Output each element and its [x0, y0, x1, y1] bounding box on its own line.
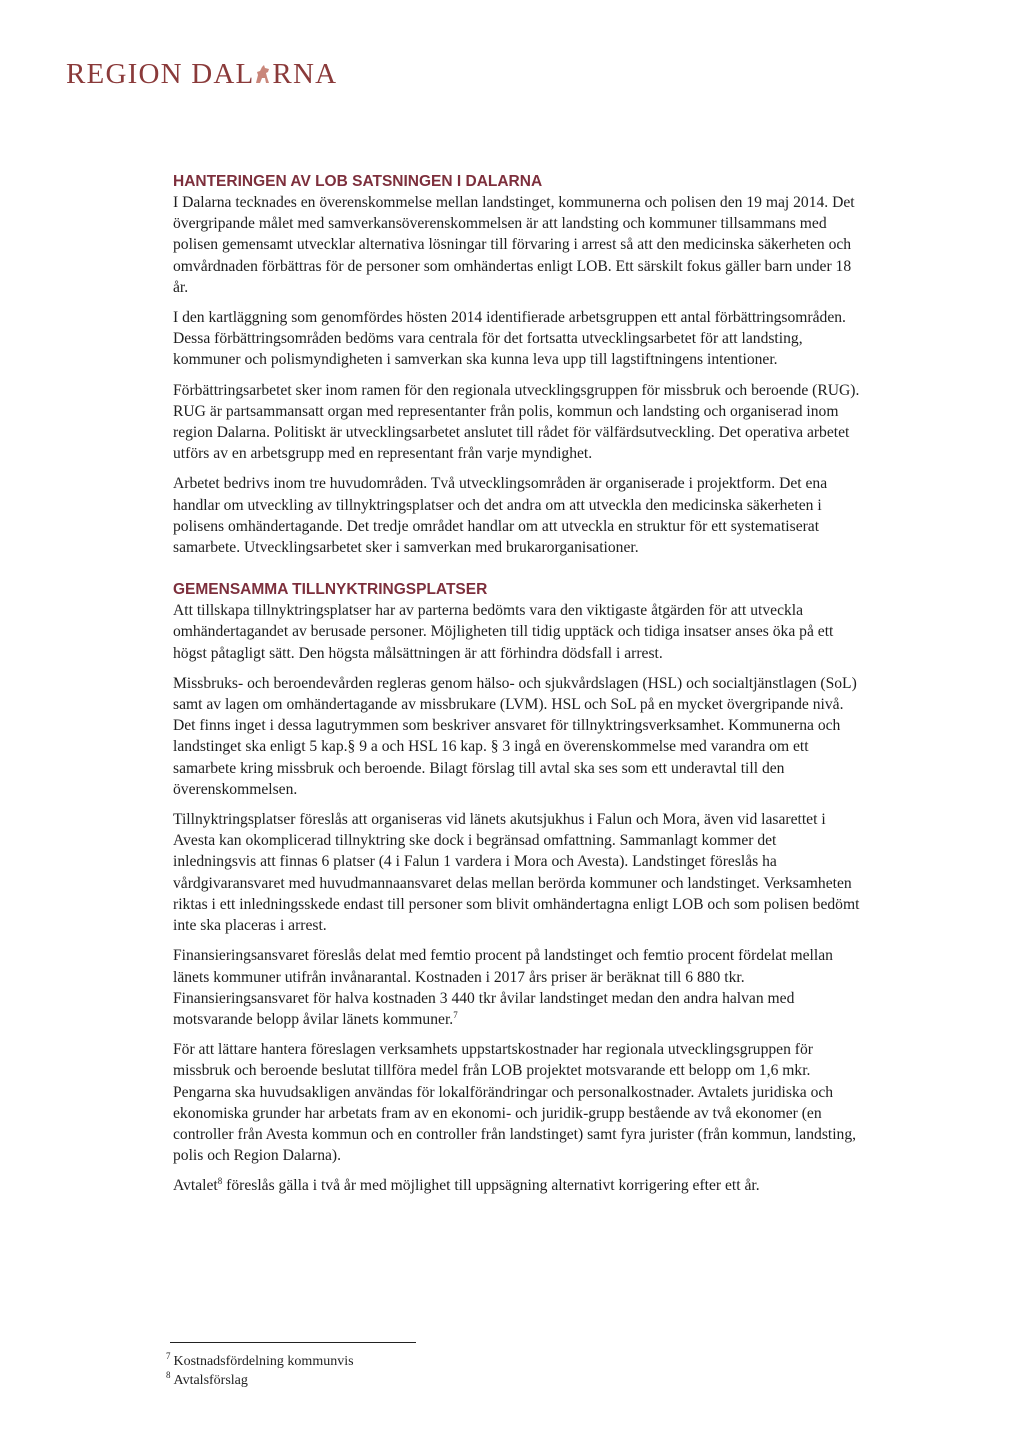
logo-text-left: REGION DAL [66, 58, 255, 90]
dala-horse-icon [254, 63, 272, 85]
logo-text-right: RNA [272, 58, 338, 90]
footnote-ref[interactable]: 7 [453, 1009, 458, 1020]
paragraph-text: Finansieringsansvaret föreslås delat med femtio procent på landstinget och femtio procent fördelat mellan länets kommuner utifrån invånarantal. Kostnaden i 2017 års priser är beräknat till 6 880 tkr. Finansieringsansvaret för halva kostnaden 3 440 tkr åvilar landstinget medan den andra halvan med motsvarande belopp åvilar länets kommuner. [173, 947, 833, 1028]
section-heading-lob: HANTERINGEN AV LOB SATSNINGEN I DALARNA [173, 173, 543, 190]
paragraph: Att tillskapa tillnyktringsplatser har av parterna bedömts vara den viktigaste åtgärden för att utveckla omhändertagandet av berusade personer. Möjligheten till tidig upptäck och tidiga insatser anses öka på ett högst påtagligt sätt. Den högsta målsättningen är att förhindra dödsfall i arrest. [173, 602, 834, 662]
paragraph [173, 1175, 863, 1196]
footnote-number: 7 [166, 1351, 171, 1362]
footnote [166, 1371, 354, 1390]
footnote-number: 8 [166, 1370, 171, 1381]
paragraph: I Dalarna tecknades en överenskommelse mellan landstinget, kommunerna och polisen den 19 maj 2014. Det övergripande målet med samverkansöverenskommelsen är att landsting och kommuner tillsammans med polisen gemensamt utvecklar alternativa lösningar till förvaring i arrest så att den medicinska säkerheten och omvårdnaden förbättras för de personer som omhändertas enligt LOB. Ett särskilt fokus gäller barn under 18 år. [173, 194, 855, 296]
region-dalarna-logo [66, 58, 337, 91]
paragraph: Missbruks- och beroendevården regleras genom hälso- och sjukvårdslagen (HSL) och socialtjänstlagen (SoL) samt av lagen om omhändertagande av missbrukare (LVM). HSL och SoL på en mycket övergripande nivå. Det finns inget i dessa lagutrymmen som beskriver ansvaret för tillnyktringsverksamhet. Kommunerna och landstinget ska enligt 5 kap.§ 9 a och HSL 16 kap. § 3 ingå en överenskommelse med varandra om ett samarbete kring missbruk och beroende. Bilagt förslag till avtal ska ses som ett underavtal till den överenskommelsen. [173, 674, 857, 798]
footnotes [166, 1352, 354, 1390]
paragraph: Förbättringsarbetet sker inom ramen för den regionala utvecklingsgruppen för missbruk och beroende (RUG). RUG är partsammansatt organ med representanter från polis, kommun och landsting och organiserad inom region Dalarna. Politiskt är utvecklingsarbetet anslutet till rådet för välfärdsutveckling. Det operativa arbetet utförs av en arbetsgrupp med en representant från varje myndighet. [173, 381, 860, 463]
footnote [166, 1352, 354, 1371]
paragraph-text: föreslås gälla i två år med möjlighet till uppsägning alternativt korrigering efter ett år. [222, 1177, 760, 1195]
paragraph: Tillnyktringsplatser föreslås att organiseras vid länets akutsjukhus i Falun och Mora, även vid lasarettet i Avesta kan okomplicerad tillnyktring ske dock i begränsad omfattning. Sammanlagt kommer det inledningsvis att finnas 6 platser (4 i Falun 1 vardera i Mora och Avesta). Landstinget föreslås ha vårdgivaransvaret med huvudmannaansvaret delas mellan berörda kommuner och landstinget. Verksamheten riktas i ett inledningsskede endast till personer som blivit omhändertagna enligt LOB och som polisen bedömt inte ska placeras i arrest. [173, 811, 860, 935]
footnote-text: Kostnadsfördelning kommunvis [173, 1354, 354, 1369]
paragraph: För att lättare hantera föreslagen verksamhets uppstartskostnader har regionala utvecklingsgruppen för missbruk och beroende beslutat tillföra medel från LOB projektet motsvarande ett belopp om 1,6 mkr. Pengarna ska huvudsakligen användas för lokalförändringar och personalkostnader. Avtalets juridiska och ekonomiska grunder har arbetats fram av en ekonomi- och juridik-grupp bestående av två ekonomer (en controller från Avesta kommun och en controller från landstinget) samt fyra jurister (från kommun, landsting, polis och Region Dalarna). [173, 1041, 857, 1165]
paragraph: I den kartläggning som genomfördes hösten 2014 identifierade arbetsgruppen ett antal förbättringsområden. Dessa förbättringsområden bedöms vara centrala för det fortsatta utvecklingsarbetet för att landsting, kommuner och polismyndigheten i samverkan ska kunna leva upp till lagstiftningens intentioner. [173, 309, 846, 369]
footnote-divider [170, 1342, 416, 1343]
section-heading-tillnyktring: GEMENSAMMA TILLNYKTRINGSPLATSER [173, 581, 488, 599]
document-body [173, 172, 863, 1206]
footnote-text: Avtalsförslag [173, 1373, 248, 1388]
paragraph: Arbetet bedrivs inom tre huvudområden. Två utvecklingsområden är organiserade i projektform. Det ena handlar om utveckling av tillnyktringsplatser och det andra om att utveckla den medicinska säkerheten i polisens omhändertagande. Det tredje området handlar om att utveckla en struktur för ett systematiserat samarbete. Utvecklingsarbetet sker i samverkan med brukarorganisationer. [173, 475, 828, 557]
paragraph [173, 945, 863, 1030]
footnote-ref[interactable]: 8 [217, 1176, 223, 1187]
paragraph-text: Avtalet [173, 1177, 218, 1195]
